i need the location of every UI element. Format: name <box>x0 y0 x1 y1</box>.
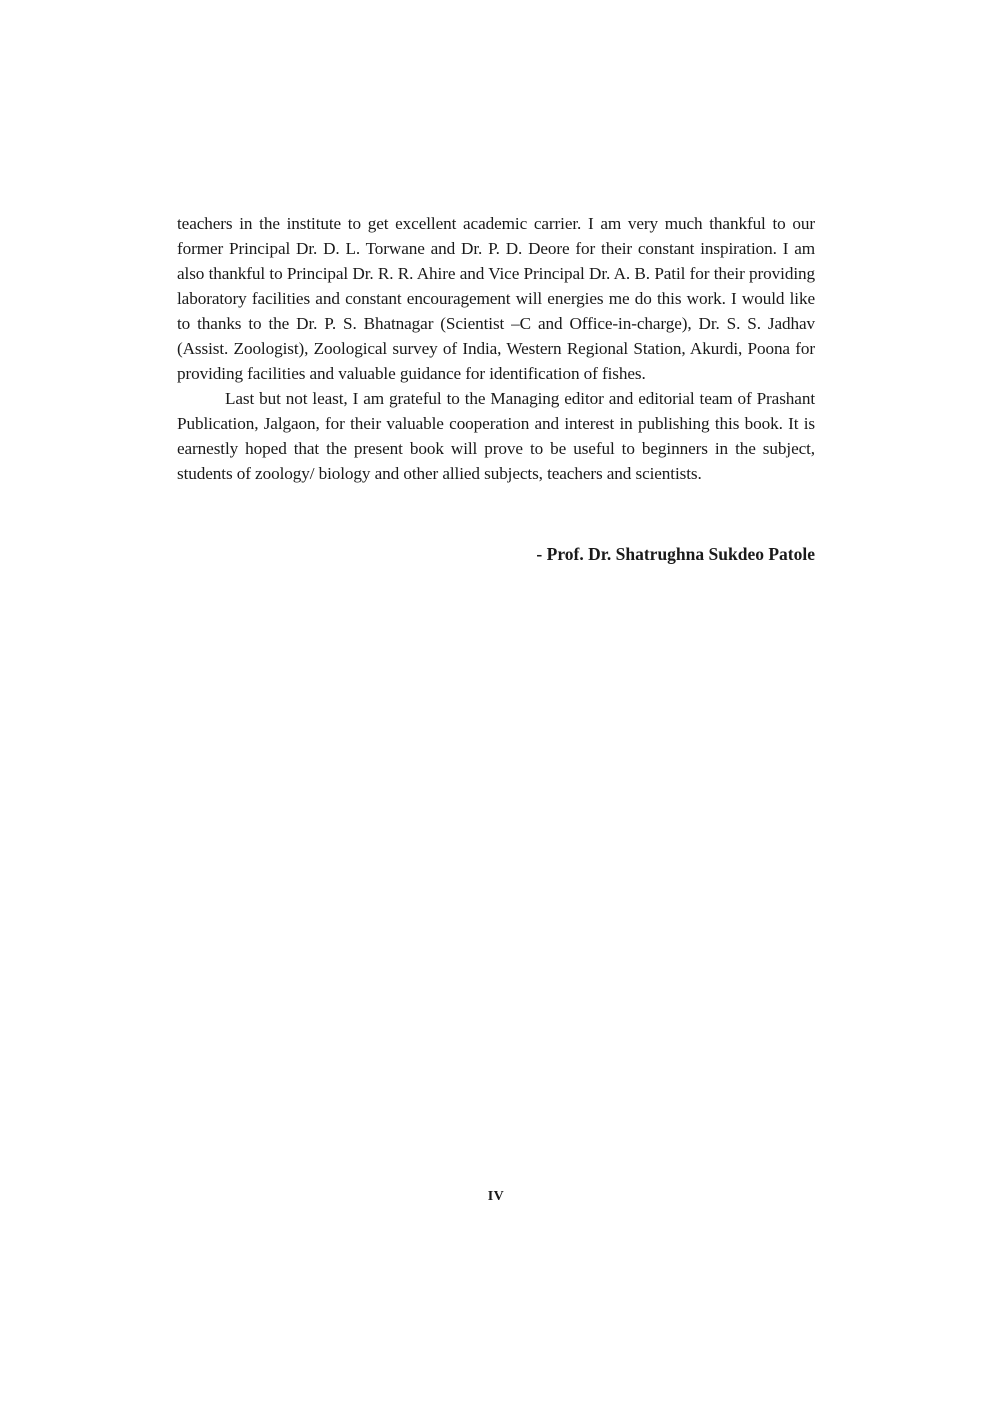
page-number: IV <box>487 1189 505 1204</box>
paragraph-acknowledgement-continued: teachers in the institute to get excellent academic carrier. I am very much thankful to our former Principal Dr. D. L. Torwane and Dr. P. D. Deore for their constant inspiration. I am also thankful to Principal Dr. R. R. Ahire and Vice Principal Dr. A. B. Patil for their providing laboratory facilities and constant encouragement will energies me do this work. I would like to thanks to the Dr. P. S. Bhatnagar (Scientist –C and Office-in-charge), Dr. S. S. Jadhav (Assist. Zoologist), Zoological survey of India, Western Regional Station, Akurdi, Poona for providing facilities and valuable guidance for identification of fishes. <box>177 214 815 383</box>
body-text <box>177 211 815 486</box>
author-signature: - Prof. Dr. Shatrughna Sukdeo Patole <box>536 544 815 564</box>
paragraph-publisher-thanks: Last but not least, I am grateful to the Managing editor and editorial team of Prashant Publication, Jalgaon, for their valuable cooperation and interest in publishing this book. It is earnestly hoped that the present book will prove to be useful to beginners in the subject, students of zoology/ biology and other allied subjects, teachers and scientists. <box>177 389 815 483</box>
